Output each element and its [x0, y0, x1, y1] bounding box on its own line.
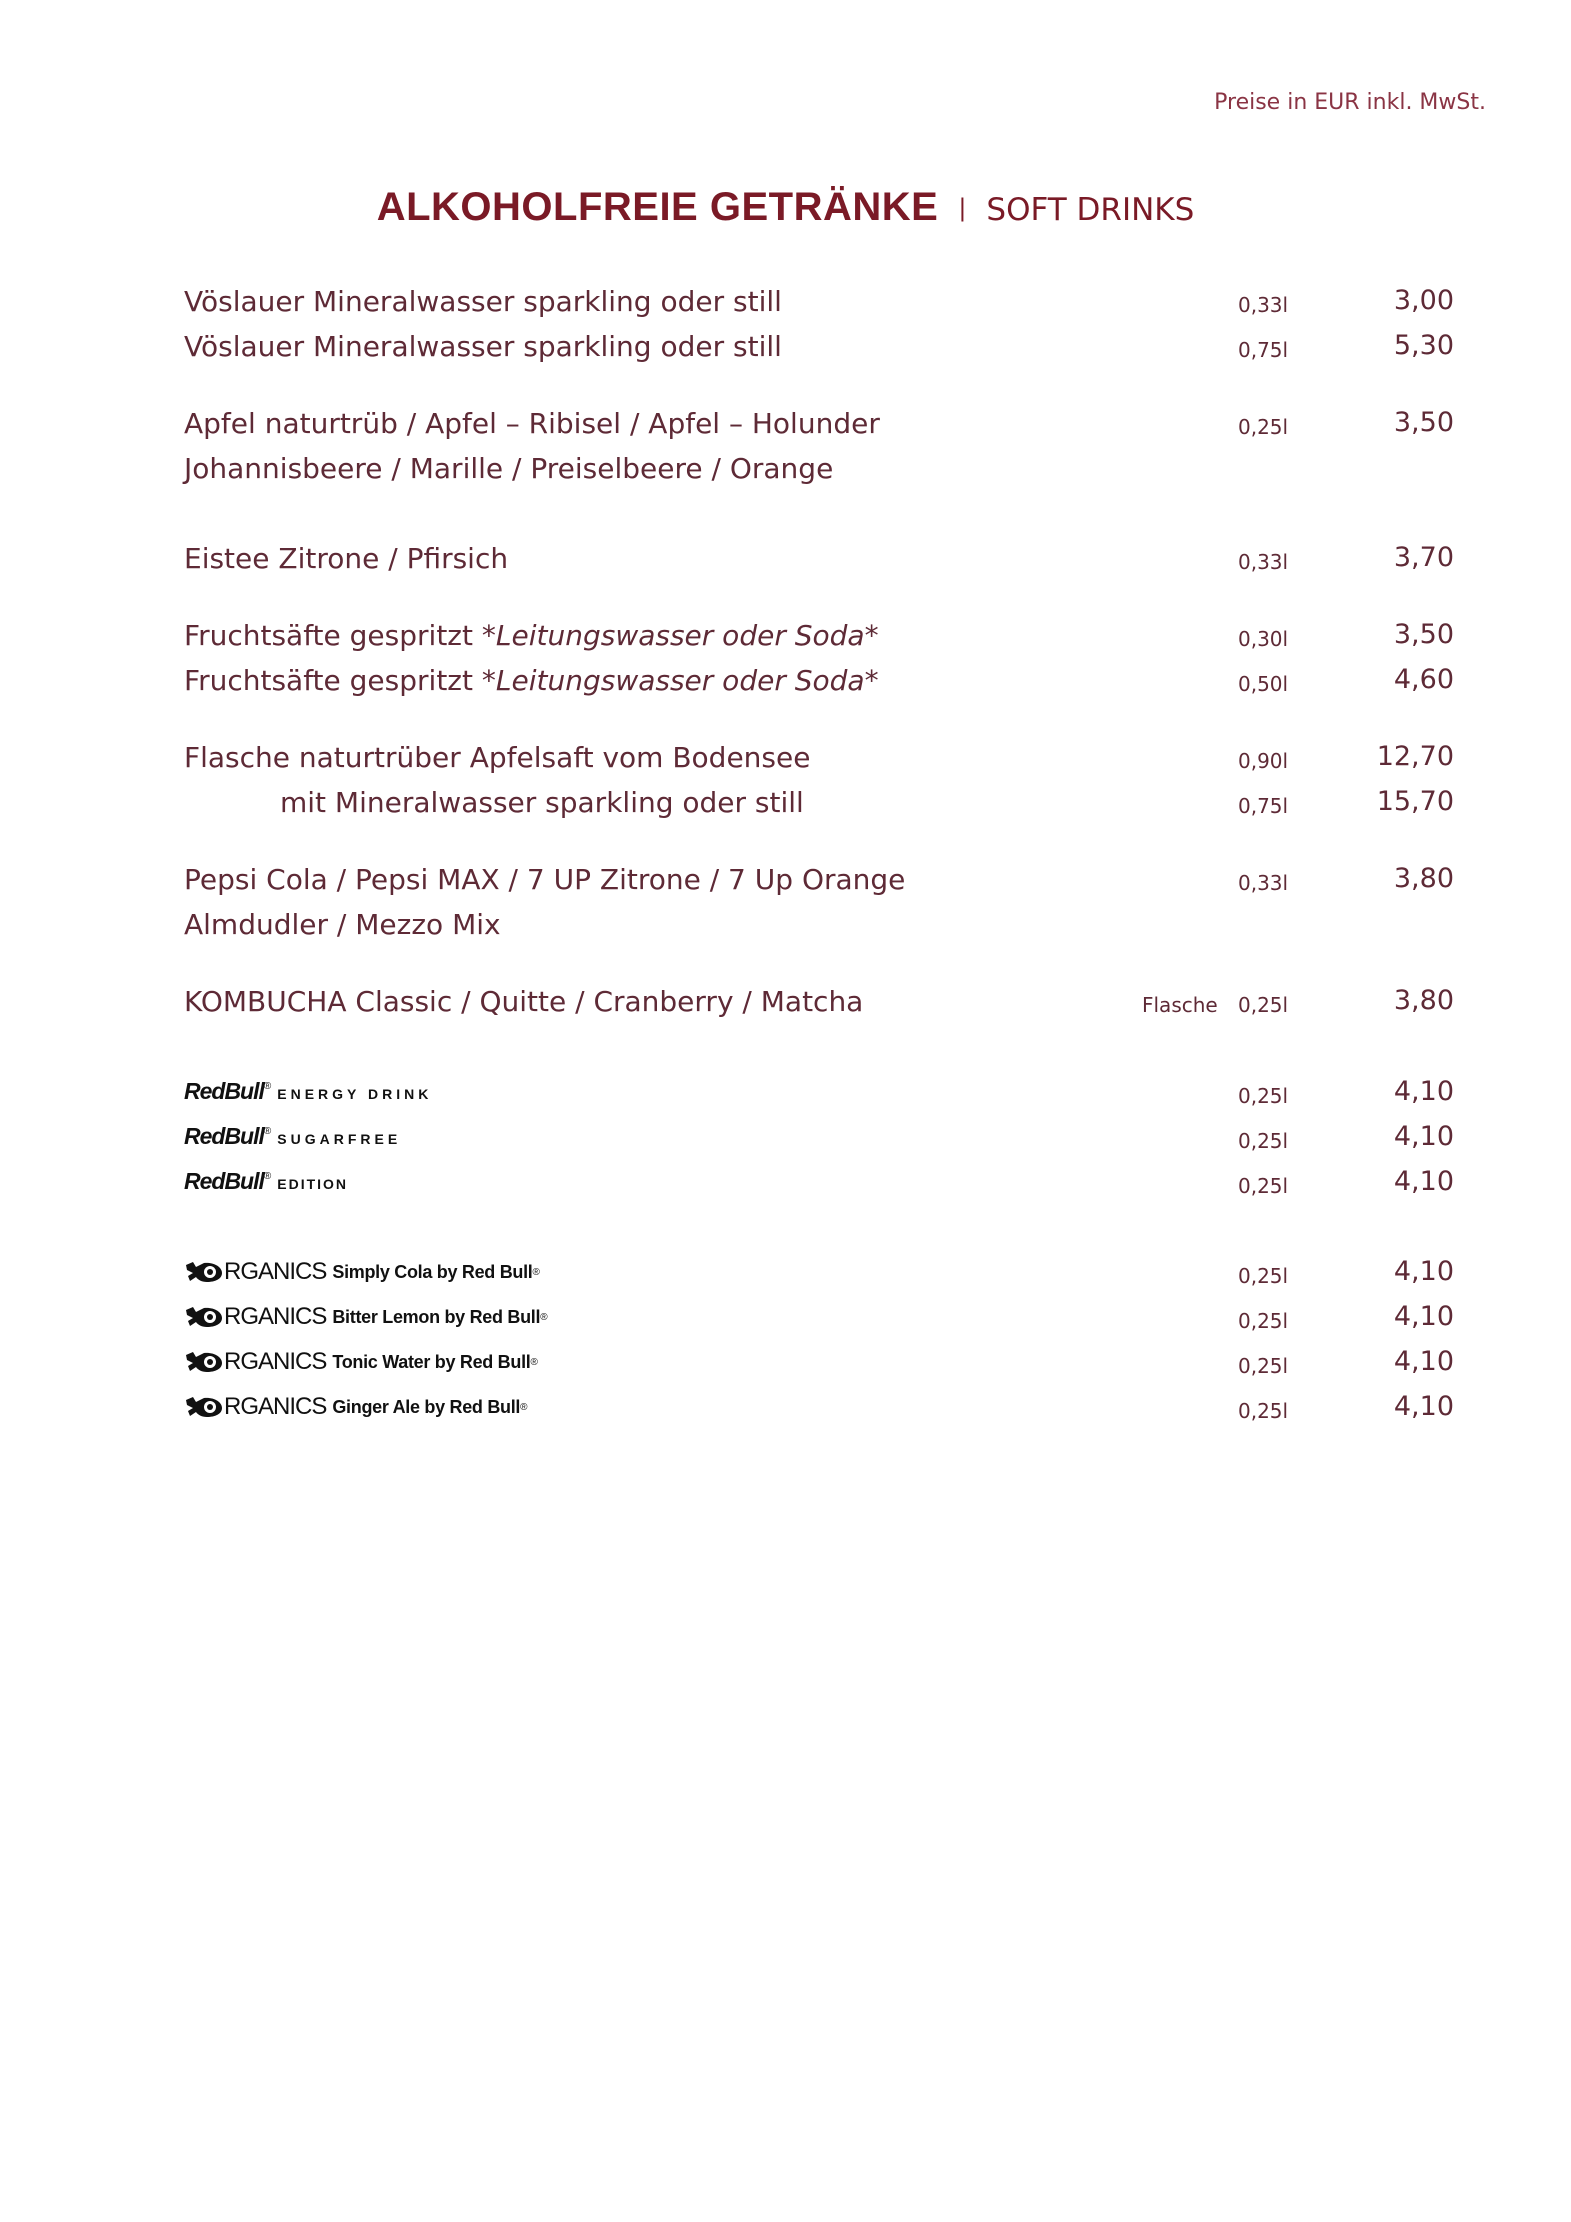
logo-reg: ®	[532, 1266, 540, 1278]
item-volume: 0,50l	[1238, 672, 1289, 696]
title-subtitle: SOFT DRINKS	[986, 192, 1195, 228]
logo-variant: Simply Cola by Red Bull	[332, 1261, 533, 1282]
item-volume: 0,90l	[1238, 749, 1289, 773]
item-volume: 0,25l	[1238, 415, 1289, 439]
item-name: Vöslauer Mineralwasser sparkling oder still	[184, 285, 782, 318]
item-volume: 0,25l	[1238, 1129, 1289, 1153]
item-name: mit Mineralwasser sparkling oder still	[280, 786, 804, 819]
menu-item	[184, 452, 1454, 492]
logo-brand: RedBull	[184, 1168, 264, 1194]
redbull-item	[184, 1121, 1454, 1161]
logo-variant: Bitter Lemon by Red Bull	[332, 1306, 541, 1327]
item-price: 3,50	[1393, 407, 1454, 438]
redbull-item	[184, 1076, 1454, 1116]
item-volume: 0,25l	[1238, 1399, 1289, 1423]
organics-logo	[184, 1348, 538, 1376]
logo-brand: RedBull	[184, 1078, 264, 1104]
bull-icon	[184, 1349, 224, 1375]
logo-reg: ®	[263, 1126, 272, 1137]
redbull-logo	[184, 1168, 348, 1195]
item-container: Flasche	[1142, 993, 1218, 1017]
organics-item	[184, 1391, 1454, 1431]
bull-icon	[184, 1304, 224, 1330]
redbull-logo	[184, 1078, 432, 1105]
logo-variant: EDITION	[277, 1176, 349, 1192]
logo-brand: RedBull	[184, 1123, 264, 1149]
menu-item	[184, 741, 1454, 781]
item-volume: 0,30l	[1238, 627, 1289, 651]
logo-brand: RGANICS	[224, 1348, 327, 1375]
item-price: 3,00	[1393, 285, 1454, 316]
organics-item	[184, 1301, 1454, 1341]
logo-variant: Tonic Water by Red Bull	[332, 1351, 531, 1372]
logo-reg: ®	[263, 1171, 272, 1182]
logo-reg: ®	[530, 1356, 538, 1368]
title-separator: |	[958, 194, 967, 222]
item-volume: 0,25l	[1238, 993, 1289, 1017]
organics-logo	[184, 1303, 548, 1331]
item-price: 4,10	[1393, 1346, 1454, 1377]
item-price: 4,10	[1393, 1121, 1454, 1152]
item-price: 3,50	[1393, 619, 1454, 650]
bull-icon	[184, 1394, 224, 1420]
organics-logo	[184, 1258, 540, 1286]
item-name: Apfel naturtrüb / Apfel – Ribisel / Apfel – Holunder	[184, 407, 880, 440]
logo-brand: RGANICS	[224, 1303, 327, 1330]
item-volume: 0,33l	[1238, 293, 1289, 317]
item-note: *Leitungswasser oder Soda*	[481, 664, 879, 697]
item-price: 3,70	[1393, 542, 1454, 573]
redbull-item	[184, 1166, 1454, 1206]
item-name: Pepsi Cola / Pepsi MAX / 7 UP Zitrone / 7 Up Orange	[184, 863, 906, 896]
item-volume: 0,25l	[1238, 1309, 1289, 1333]
page-title	[0, 185, 1571, 230]
item-price: 5,30	[1393, 330, 1454, 361]
item-name: Vöslauer Mineralwasser sparkling oder still	[184, 330, 782, 363]
item-name: Almdudler / Mezzo Mix	[184, 908, 501, 941]
logo-variant: SUGARFREE	[277, 1131, 402, 1147]
item-volume: 0,75l	[1238, 338, 1289, 362]
menu-item	[184, 908, 1454, 948]
item-price: 4,10	[1393, 1256, 1454, 1287]
item-volume: 0,25l	[1238, 1084, 1289, 1108]
item-name	[184, 664, 879, 697]
item-price: 4,60	[1393, 664, 1454, 695]
menu-item	[184, 619, 1454, 659]
menu-item	[184, 285, 1454, 325]
logo-variant: Ginger Ale by Red Bull	[332, 1396, 521, 1417]
item-volume: 0,25l	[1238, 1264, 1289, 1288]
item-name-text: Fruchtsäfte gespritzt	[184, 619, 473, 652]
redbull-logo	[184, 1123, 401, 1150]
item-price: 4,10	[1393, 1076, 1454, 1107]
menu-item	[184, 863, 1454, 903]
title-main: ALKOHOLFREIE GETRÄNKE	[376, 185, 939, 229]
organics-item	[184, 1346, 1454, 1386]
menu-item	[184, 542, 1454, 582]
bull-icon	[184, 1259, 224, 1285]
item-volume: 0,75l	[1238, 794, 1289, 818]
logo-reg: ®	[540, 1311, 548, 1323]
item-price: 15,70	[1376, 786, 1454, 817]
menu-item	[184, 985, 1454, 1025]
menu-item	[184, 407, 1454, 447]
item-name-text: Fruchtsäfte gespritzt	[184, 664, 473, 697]
item-note: *Leitungswasser oder Soda*	[481, 619, 879, 652]
item-price: 3,80	[1393, 985, 1454, 1016]
item-volume: 0,33l	[1238, 871, 1289, 895]
item-name: KOMBUCHA Classic / Quitte / Cranberry / Matcha	[184, 985, 864, 1018]
menu-item	[184, 330, 1454, 370]
logo-variant: ENERGY DRINK	[277, 1086, 433, 1102]
logo-brand: RGANICS	[224, 1393, 327, 1420]
price-note: Preise in EUR inkl. MwSt.	[1214, 90, 1486, 115]
item-price: 3,80	[1393, 863, 1454, 894]
menu-item	[184, 664, 1454, 704]
item-price: 4,10	[1393, 1166, 1454, 1197]
logo-reg: ®	[520, 1401, 528, 1413]
item-name: Flasche naturtrüber Apfelsaft vom Bodensee	[184, 741, 811, 774]
organics-item	[184, 1256, 1454, 1296]
item-name	[184, 619, 879, 652]
item-price: 12,70	[1376, 741, 1454, 772]
item-volume: 0,25l	[1238, 1354, 1289, 1378]
item-name: Johannisbeere / Marille / Preiselbeere / Orange	[184, 452, 834, 485]
logo-reg: ®	[263, 1081, 272, 1092]
logo-brand: RGANICS	[224, 1258, 327, 1285]
item-volume: 0,25l	[1238, 1174, 1289, 1198]
item-name: Eistee Zitrone / Pfirsich	[184, 542, 509, 575]
item-price: 4,10	[1393, 1391, 1454, 1422]
organics-logo	[184, 1393, 528, 1421]
item-price: 4,10	[1393, 1301, 1454, 1332]
item-volume: 0,33l	[1238, 550, 1289, 574]
menu-item	[184, 786, 1454, 826]
